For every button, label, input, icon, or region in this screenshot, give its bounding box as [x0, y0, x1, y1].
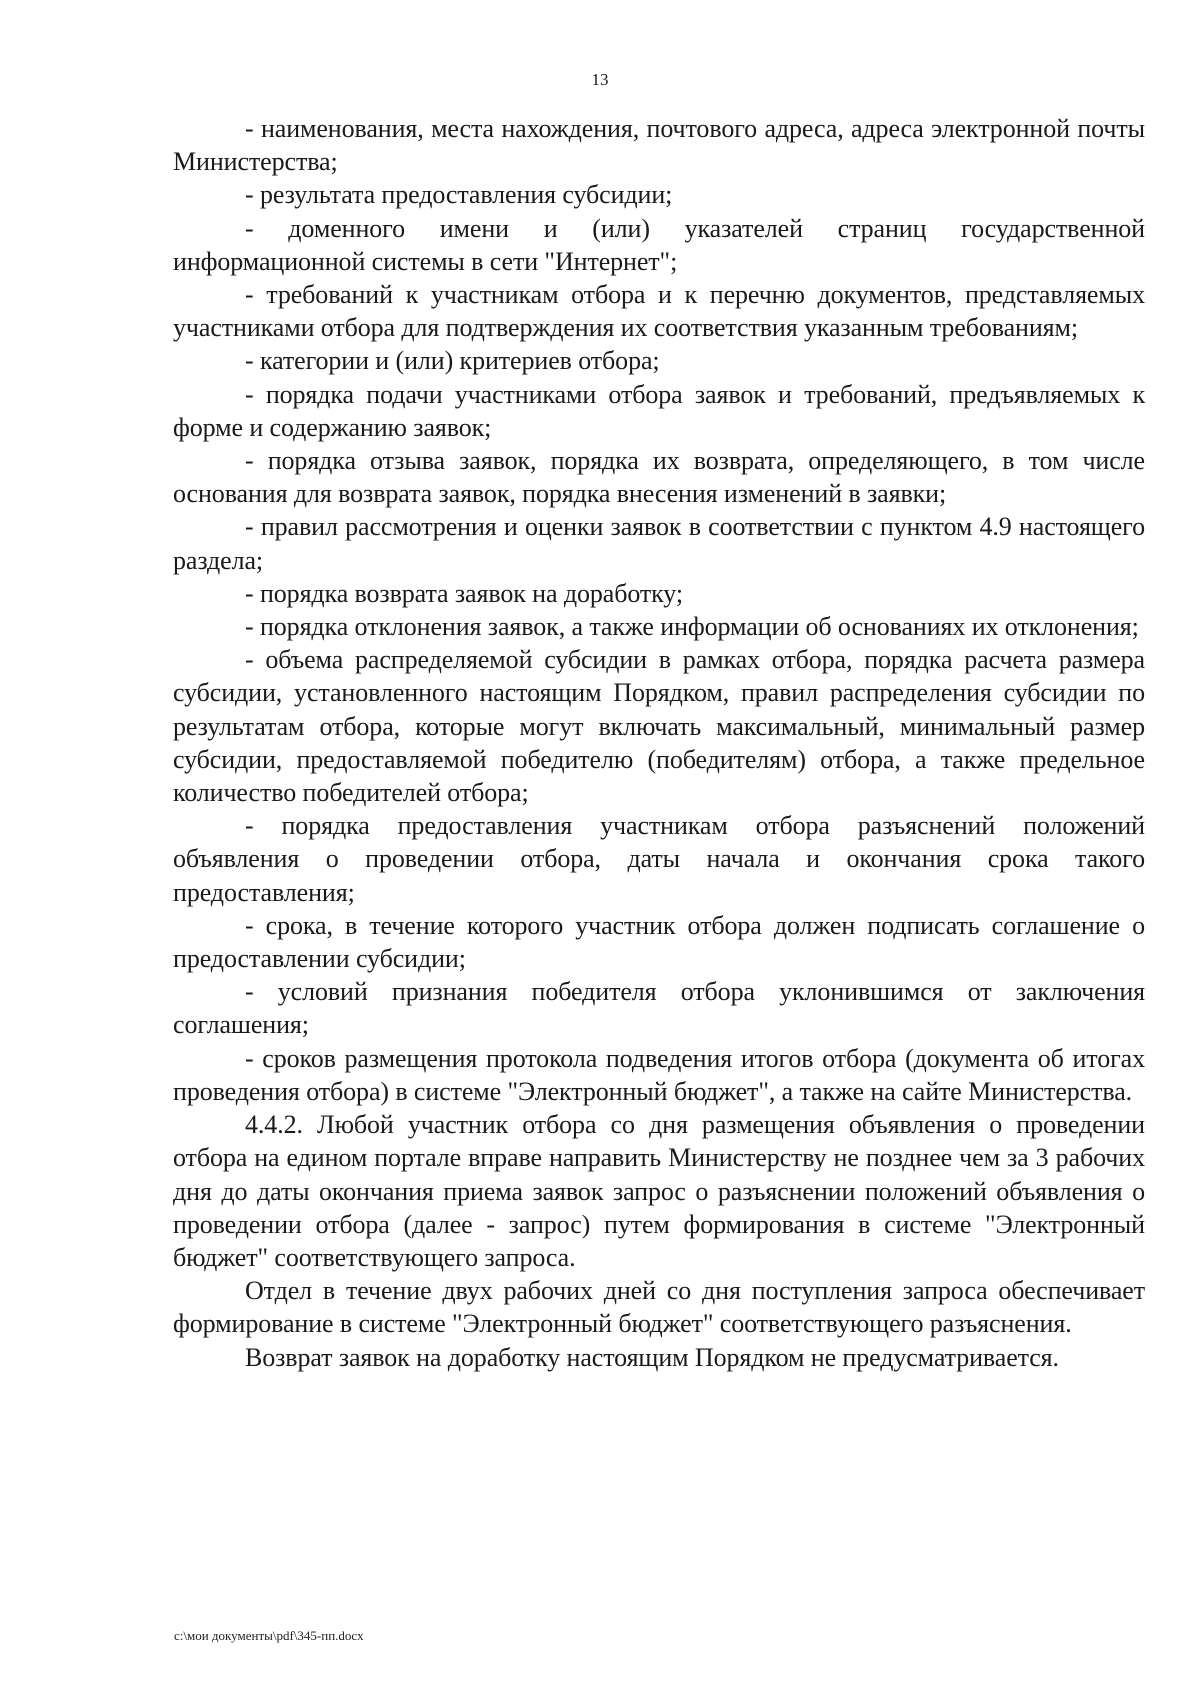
paragraph: 4.4.2. Любой участник отбора со дня размещения объявления о проведении отбора на едином портале вправе направить Министерству не позднее чем за 3 рабочих дня до даты окончания приема заявок запрос о разъяснении положений объявления о проведении отбора (далее - запрос) путем формирования в системе "Электронный бюджет" соответствующего запроса.: [173, 1110, 1145, 1272]
paragraph: - правил рассмотрения и оценки заявок в соответствии с пунктом 4.9 настоящего раздела;: [173, 512, 1145, 575]
paragraph: - срока, в течение которого участник отбора должен подписать соглашение о предоставлении субсидии;: [173, 910, 1145, 974]
footer-file-path: c:\мои документы\pdf\345-пп.docx: [174, 1628, 364, 1643]
paragraph: - порядка отзыва заявок, порядка их возврата, определяющего, в том числе основания для возврата заявок, порядка внесения изменений в заявки;: [173, 446, 1145, 509]
paragraph: - категории и (или) критериев отбора;: [245, 346, 660, 376]
paragraph: - доменного имени и (или) указателей страниц государственной информационной системы в сети "Интернет";: [173, 213, 1145, 276]
paragraph: - порядка предоставления участникам отбора разъяснений положений объявления о проведении отбора, даты начала и окончания срока такого предоставления;: [173, 811, 1145, 907]
paragraph: Отдел в течение двух рабочих дней со дня поступления запроса обеспечивает формирование в системе "Электронный бюджет" соответствующего разъяснения.: [173, 1276, 1145, 1339]
paragraph: - порядка подачи участниками отбора заявок и требований, предъявляемых к форме и содержанию заявок;: [173, 379, 1145, 442]
paragraph: Возврат заявок на доработку настоящим Порядком не предусматривается.: [245, 1342, 1059, 1372]
paragraph: - объема распределяемой субсидии в рамках отбора, порядка расчета размера субсидии, установленного настоящим Порядком, правил распределения субсидии по результатам отбора, которые могут включать максимальный, минимальный размер субсидии, предоставляемой победителю (победителям) отбора, а также предельное количество победителей отбора;: [173, 645, 1145, 808]
document-body: [173, 112, 1145, 1374]
page-number: 13: [591, 70, 609, 89]
paragraph: - сроков размещения протокола подведения итогов отбора (документа об итогах проведения отбора) в системе "Электронный бюджет", а также на сайте Министерства.: [173, 1043, 1145, 1106]
paragraph: - условий признания победителя отбора уклонившимся от заключения соглашения;: [173, 977, 1145, 1040]
paragraph: - порядка возврата заявок на доработку;: [245, 578, 683, 608]
paragraph: - наименования, места нахождения, почтового адреса, адреса электронной почты Министерства;: [173, 114, 1145, 177]
paragraph: - результата предоставления субсидии;: [245, 180, 673, 210]
paragraph: - требований к участникам отбора и к перечню документов, представляемых участниками отбора для подтверждения их соответствия указанным требованиям;: [173, 280, 1145, 343]
paragraph: - порядка отклонения заявок, а также информации об основаниях их отклонения;: [245, 612, 1139, 642]
